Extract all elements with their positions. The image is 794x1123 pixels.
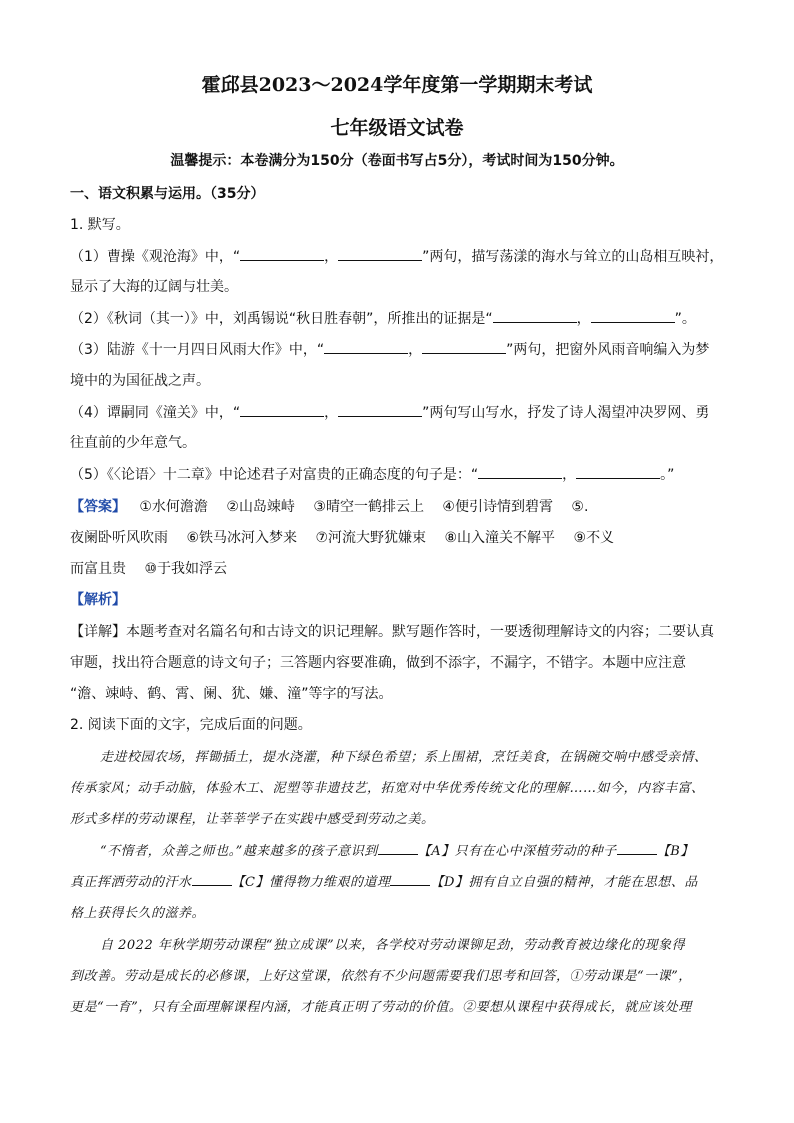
passage-para3-line3: 更是“一育”，只有全面理解课程内涵，才能真正明了劳动的价值。②要想从课程中获得成长，就应该处理 bbox=[70, 1000, 692, 1015]
answer-item: ⑧山入潼关不解平 bbox=[444, 530, 556, 546]
q1-p4b: ”两句写山写水，抒发了诗人渴望冲决罗网、勇 bbox=[422, 405, 710, 421]
q1-p1a: （1）曹操《观沧海》中，“ bbox=[70, 249, 241, 265]
passage-para3-line1: 自 2022 年秋学期劳动课程“独立成课”以来，各学校对劳动课铆足劲，劳动教育被边缘化的现象得 bbox=[100, 938, 686, 953]
q1-part4-line1 bbox=[70, 402, 730, 422]
answer-item: 夜阑卧听风吹雨 bbox=[70, 530, 168, 546]
answer-blank[interactable] bbox=[478, 466, 562, 479]
passage-blank[interactable] bbox=[390, 873, 430, 886]
answer-blank[interactable] bbox=[240, 404, 324, 417]
answer-item: ①水何澹澹 bbox=[139, 499, 208, 515]
answer-line1 bbox=[70, 496, 730, 516]
q1-part3-line1 bbox=[70, 339, 730, 359]
analysis-detail-2: 审题，找出符合题意的诗文句子；三答题内容要准确，做到不添字，不漏字，不错字。本题中应注意 bbox=[70, 655, 686, 671]
answer-blank[interactable] bbox=[324, 341, 408, 354]
exam-tip: 温馨提示：本卷满分为150分（卷面书写占5分），考试时间为150分钟。 bbox=[170, 153, 624, 169]
passage-para2-line3: 格上获得长久的滋养。 bbox=[70, 906, 206, 921]
passage-para3-line2: 到改善。劳动是成长的必修课，上好这堂课，依然有不少问题需要我们思考和回答，①劳动课是“一课”， bbox=[70, 969, 692, 984]
q1-part3-line2: 境中的为国征战之声。 bbox=[70, 373, 210, 389]
answer-tag: 【答案】 bbox=[70, 499, 126, 515]
answer-blank[interactable] bbox=[338, 404, 422, 417]
q1-p2a: （2）《秋词（其一）》中，刘禹锡说“秋日胜春朝”，所推出的证据是“ bbox=[70, 311, 493, 327]
comma: ， bbox=[576, 311, 591, 327]
comma: ， bbox=[408, 342, 423, 358]
q1-label: 1. 默写。 bbox=[70, 217, 130, 233]
passage-para2-line2: 真正挥洒劳动的汗水 【C】懂得物力维艰的道理 【D】拥有自立自强的精神，才能在思想、品 bbox=[70, 875, 698, 890]
passage-blank[interactable] bbox=[617, 842, 657, 855]
answer-blank[interactable] bbox=[338, 248, 422, 261]
passage-para1-line2: 传承家风；动手动脑，体验木工、泥塑等非遗技艺，拓宽对中华优秀传统文化的理解……如今，内容丰富、 bbox=[70, 781, 705, 796]
answer-item: ⑨不义 bbox=[573, 530, 615, 546]
answer-blank[interactable] bbox=[422, 341, 506, 354]
comma: ， bbox=[324, 405, 339, 421]
q1-part2 bbox=[70, 308, 730, 328]
passage-blank[interactable] bbox=[378, 842, 418, 855]
q1-part5 bbox=[70, 464, 730, 484]
answer-item: ⑤. bbox=[571, 499, 589, 515]
q1-p3b: ”两句，把窗外风雨音响编入为梦 bbox=[506, 342, 710, 358]
answer-blank[interactable] bbox=[493, 310, 577, 323]
answer-line2 bbox=[70, 527, 730, 547]
answer-line3 bbox=[70, 558, 730, 578]
section-heading: 一、语文积累与运用。（35分） bbox=[70, 186, 265, 202]
answer-item: ④便引诗情到碧霄 bbox=[442, 499, 553, 515]
passage-para1-line1: 走进校园农场，挥锄插土，提水浇灌，种下绿色希望；系上围裙，烹饪美食，在锅碗交响中感受亲情、 bbox=[100, 750, 708, 765]
answer-item: ②山岛竦峙 bbox=[226, 499, 295, 515]
comma: ， bbox=[324, 249, 339, 265]
answer-item: ③晴空一鹤排云上 bbox=[313, 499, 424, 515]
q1-p5b: 。” bbox=[660, 467, 675, 483]
q2-label: 2. 阅读下面的文字，完成后面的问题。 bbox=[70, 717, 312, 733]
answer-blank[interactable] bbox=[591, 310, 675, 323]
q1-p4a: （4）谭嗣同《潼关》中，“ bbox=[70, 405, 241, 421]
answer-blank[interactable] bbox=[576, 466, 660, 479]
answer-blank[interactable] bbox=[240, 248, 324, 261]
answer-item: ⑥铁马冰河入梦来 bbox=[186, 530, 298, 546]
answer-item: 而富且贵 bbox=[70, 561, 126, 577]
q1-part1-line1 bbox=[70, 246, 730, 266]
analysis-tag: 【解析】 bbox=[70, 592, 126, 608]
q1-part4-line2: 往直前的少年意气。 bbox=[70, 435, 196, 451]
passage-blank[interactable] bbox=[192, 873, 232, 886]
q1-part1-line2: 显示了大海的辽阔与壮美。 bbox=[70, 279, 238, 295]
comma: ， bbox=[562, 467, 577, 483]
q1-p5a: （5）《〈论语〉十二章》中论述君子对富贵的正确态度的句子是：“ bbox=[70, 467, 479, 483]
analysis-detail-1: 【详解】本题考查对名篇名句和古诗文的识记理解。默写题作答时，一要透彻理解诗文的内容；二要认真 bbox=[70, 624, 714, 640]
exam-subtitle: 七年级语文试卷 bbox=[330, 117, 464, 139]
q1-p2b: ”。 bbox=[674, 311, 696, 327]
passage-para2-line1: “不惰者，众善之师也。”越来越多的孩子意识到 【A】只有在心中深植劳动的种子 【B】 bbox=[100, 844, 694, 859]
analysis-detail-3: “澹、竦峙、鹤、霄、阑、犹、嫌、潼”等字的写法。 bbox=[70, 686, 393, 702]
answer-item: ⑩于我如浮云 bbox=[144, 561, 228, 577]
answer-item: ⑦河流大野犹嫌束 bbox=[315, 530, 427, 546]
exam-title: 霍邱县2023～2024学年度第一学期期末考试 bbox=[201, 74, 593, 96]
passage-para1-line3: 形式多样的劳动课程，让莘莘学子在实践中感受到劳动之美。 bbox=[70, 812, 435, 827]
q1-p1b: ”两句，描写荡漾的海水与耸立的山岛相互映衬， bbox=[422, 249, 724, 265]
q1-p3a: （3）陆游《十一月四日风雨大作》中，“ bbox=[70, 342, 325, 358]
